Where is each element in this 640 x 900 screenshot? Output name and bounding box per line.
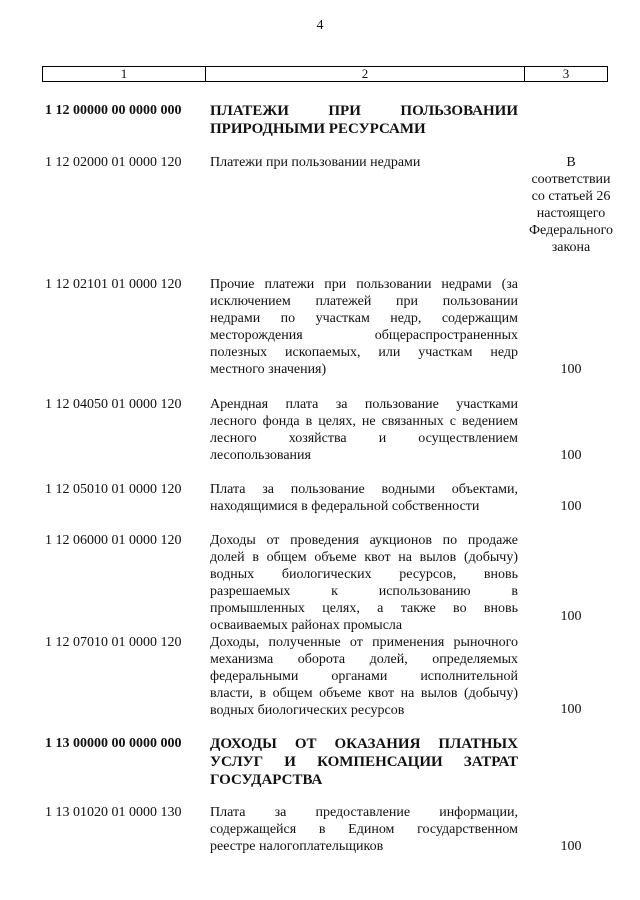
value-line: закона bbox=[551, 240, 591, 255]
row-value bbox=[522, 154, 620, 256]
desc-line: ПЛАТЕЖИ ПРИ ПОЛЬЗОВАНИИ bbox=[210, 103, 518, 119]
row-value: 100 bbox=[560, 839, 582, 854]
row-description bbox=[210, 804, 518, 855]
page-number: 4 bbox=[316, 18, 324, 33]
desc-line: ГОСУДАРСТВА bbox=[210, 772, 323, 788]
desc-line: разрешаемых к использованию в bbox=[210, 584, 518, 599]
header-col-2: 2 bbox=[206, 67, 525, 81]
row-description bbox=[210, 396, 518, 464]
desc-line: полезных ископаемых, или участкам недр bbox=[210, 345, 518, 360]
desc-line: Плата за пользование водными объектами, bbox=[210, 482, 518, 497]
row-code: 1 12 02101 01 0000 120 bbox=[45, 277, 182, 292]
value-line: Федерального bbox=[528, 223, 614, 238]
row-code: 1 12 02000 01 0000 120 bbox=[45, 155, 182, 170]
desc-line: находящимися в федеральной собственности bbox=[210, 499, 480, 514]
row-value: 100 bbox=[560, 609, 582, 624]
desc-line: Арендная плата за пользование участками bbox=[210, 397, 518, 412]
desc-line: Доходы от проведения аукционов по продаже bbox=[210, 533, 518, 548]
value-line: настоящего bbox=[536, 206, 606, 221]
row-code: 1 12 05010 01 0000 120 bbox=[45, 482, 182, 497]
desc-line: недрами по участкам недр, содержащим bbox=[210, 311, 518, 326]
row-code: 1 13 00000 00 0000 000 bbox=[45, 736, 182, 751]
desc-line: ДОХОДЫ ОТ ОКАЗАНИЯ ПЛАТНЫХ bbox=[210, 736, 518, 752]
row-value: 100 bbox=[560, 448, 582, 463]
desc-line: осваиваемых районах промысла bbox=[210, 618, 403, 633]
row-code: 1 12 00000 00 0000 000 bbox=[45, 103, 182, 118]
desc-line: лесного хозяйства и осуществлением bbox=[210, 431, 518, 446]
row-code: 1 12 07010 01 0000 120 bbox=[45, 635, 182, 650]
row-description bbox=[210, 735, 518, 789]
desc-line: промышленных целях, а также во вновь bbox=[210, 601, 518, 616]
row-code: 1 13 01020 01 0000 130 bbox=[45, 805, 182, 820]
desc-line: реестре налогоплательщиков bbox=[210, 839, 384, 854]
desc-line: Платежи при пользовании недрами bbox=[210, 155, 421, 170]
value-line: В bbox=[566, 155, 576, 170]
desc-line: местного значения) bbox=[210, 362, 327, 377]
desc-line: власти, в общем объеме квот на вылов (добычу) bbox=[210, 686, 518, 701]
desc-line: содержащейся в Едином государственном bbox=[210, 822, 518, 837]
row-description bbox=[210, 276, 518, 378]
desc-line: лесопользования bbox=[210, 448, 311, 463]
value-line: соответствии bbox=[531, 172, 611, 187]
desc-line: федеральными органами исполнительной bbox=[210, 669, 518, 684]
header-col-3: 3 bbox=[562, 66, 570, 81]
row-description bbox=[210, 154, 518, 171]
desc-line: Прочие платежи при пользовании недрами (за bbox=[210, 277, 518, 292]
desc-line: Плата за предоставление информации, bbox=[210, 805, 518, 820]
row-description bbox=[210, 532, 518, 634]
row-code: 1 12 04050 01 0000 120 bbox=[45, 397, 182, 412]
table-header bbox=[42, 66, 608, 82]
row-code: 1 12 06000 01 0000 120 bbox=[45, 533, 182, 548]
value-line: со статьей 26 bbox=[531, 189, 611, 204]
row-value: 100 bbox=[560, 362, 582, 377]
desc-line: исключением платежей при пользовании bbox=[210, 294, 518, 309]
desc-line: водных биологических ресурсов, вновь bbox=[210, 567, 518, 582]
row-description bbox=[210, 102, 518, 138]
row-description bbox=[210, 634, 518, 719]
desc-line: УСЛУГ И КОМПЕНСАЦИИ ЗАТРАТ bbox=[210, 754, 518, 770]
header-col-1: 1 bbox=[43, 67, 206, 81]
desc-line: ПРИРОДНЫМИ РЕСУРСАМИ bbox=[210, 121, 426, 137]
row-description bbox=[210, 481, 518, 515]
row-value: 100 bbox=[560, 702, 582, 717]
desc-line: механизма оборота долей, определяемых bbox=[210, 652, 518, 667]
desc-line: лесного фонда в целях, не связанных с ведением bbox=[210, 414, 518, 429]
desc-line: месторождения общераспространенных bbox=[210, 328, 518, 343]
desc-line: Доходы, полученные от применения рыночного bbox=[210, 635, 518, 650]
desc-line: водных биологических ресурсов bbox=[210, 703, 405, 718]
row-value: 100 bbox=[560, 499, 582, 514]
desc-line: долей в общем объеме квот на вылов (добычу) bbox=[210, 550, 518, 565]
